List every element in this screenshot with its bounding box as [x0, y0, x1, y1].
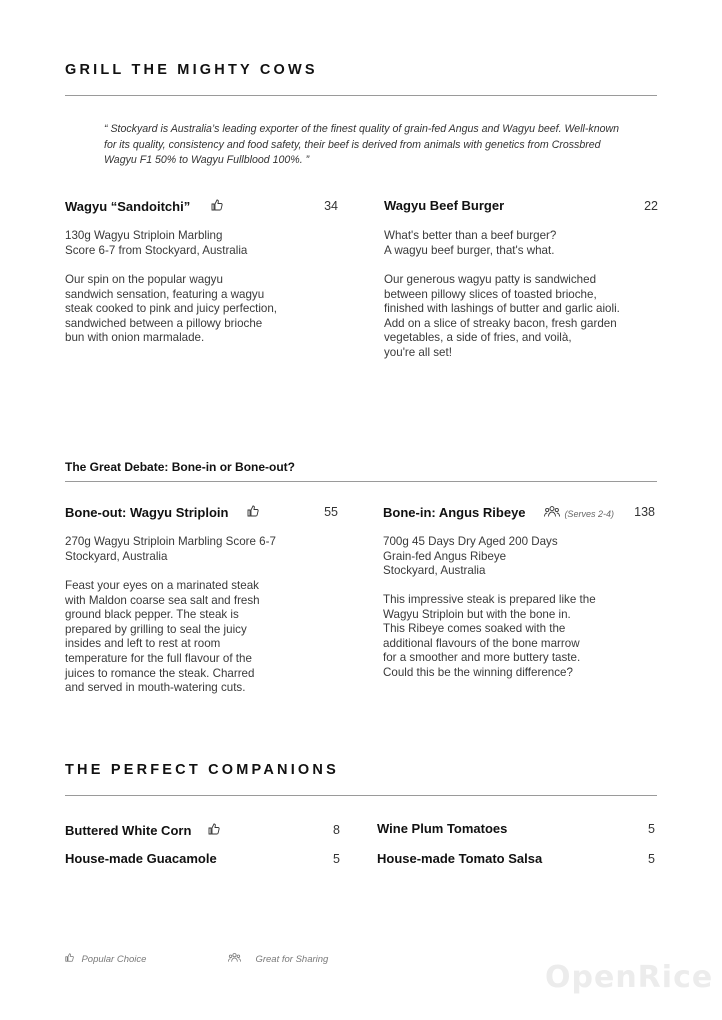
side-item-guacamole: House-made Guacamole: [65, 851, 217, 866]
dish-spec: 130g Wagyu Striploin Marbling Score 6-7 from Stockyard, Australia: [65, 229, 248, 257]
side-price: 5: [648, 822, 655, 836]
dish-name: Bone-in: Angus Ribeye: [383, 505, 526, 521]
dish-description: This impressive steak is prepared like the Wagyu Striploin but with the bone in. This Ribeye comes soaked with the additional flavours of the bone marrow for a smoother and more buttery taste. Could this be the winning difference?: [383, 593, 596, 679]
legend-label: Popular Choice: [81, 954, 147, 966]
thumbs-up-icon: [211, 198, 223, 216]
side-item-wine-plum-tomatoes: Wine Plum Tomatoes: [377, 821, 508, 836]
thumbs-up-icon: [65, 949, 74, 967]
side-price: 5: [333, 852, 340, 866]
serves-note: (Serves 2-4): [564, 509, 614, 520]
openrice-watermark: OpenRice: [545, 960, 714, 995]
legend-sharing: [228, 949, 328, 967]
dish-description: Our generous wagyu patty is sandwiched between pillowy slices of toasted brioche, finished with lashings of butter and garlic aioli. Add on a slice of streaky bacon, fresh garden vegetables, a side of fries, and voilà, you're all set!: [384, 273, 620, 359]
section-title-grill: GRILL THE MIGHTY COWS: [65, 62, 318, 78]
side-item-buttered-white-corn: [65, 822, 305, 840]
thumbs-up-icon: [247, 504, 259, 522]
divider: [65, 95, 657, 96]
dish-description: Feast your eyes on a marinated steak with Maldon coarse sea salt and fresh ground black pepper. The steak is prepared by grilling to seal the juicy insides and left to rest at room temperature for the full flavour of the juices to romance the steak. Charred and served in mouth-watering cuts.: [65, 579, 260, 695]
dish-spec: 700g 45 Days Dry Aged 200 Days Grain-fed Angus Ribeye Stockyard, Australia: [383, 535, 558, 578]
dish-price: 138: [634, 505, 655, 519]
side-name: Buttered White Corn: [65, 823, 192, 839]
debate-heading: The Great Debate: Bone-in or Bone-out?: [65, 460, 296, 474]
divider: [65, 481, 657, 482]
side-price: 5: [648, 852, 655, 866]
group-icon: [544, 504, 560, 522]
divider: [65, 795, 657, 796]
menu-item-wagyu-sandoitchi: [65, 198, 340, 216]
dish-price: 34: [324, 199, 338, 213]
thumbs-up-icon: [208, 822, 220, 840]
intro-quote: “ Stockyard is Australia’s leading exporter of the finest quality of grain-fed Angus and Wagyu beef. Well-known for its quality, consistency and food safety, their beef is derived from animals with genetics from Crossbred Wagyu F1 50% to Wagyu Fullblood 100%. ”: [104, 123, 620, 166]
section-title-companions: THE PERFECT COMPANIONS: [65, 762, 339, 778]
dish-spec: What's better than a beef burger? A wagyu beef burger, that's what.: [384, 229, 557, 257]
legend-popular: [65, 949, 146, 967]
menu-item-bone-in-ribeye: [383, 504, 623, 522]
dish-price: 22: [644, 199, 658, 213]
menu-item-bone-out-striploin: [65, 504, 340, 522]
dish-description: Our spin on the popular wagyu sandwich sensation, featuring a wagyu steak cooked to pink and juicy perfection, sandwiched between a pillowy brioche bun with onion marmalade.: [65, 273, 278, 345]
dish-name: Bone-out: Wagyu Striploin: [65, 505, 229, 521]
dish-spec: 270g Wagyu Striploin Marbling Score 6-7 Stockyard, Australia: [65, 535, 276, 563]
side-item-tomato-salsa: House-made Tomato Salsa: [377, 851, 543, 866]
legend-label: Great for Sharing: [255, 954, 329, 966]
dish-price: 55: [324, 505, 338, 519]
group-icon: [228, 949, 241, 967]
dish-name: Wagyu “Sandoitchi”: [65, 199, 191, 215]
side-price: 8: [333, 823, 340, 837]
menu-item-wagyu-beef-burger: Wagyu Beef Burger: [384, 198, 505, 213]
